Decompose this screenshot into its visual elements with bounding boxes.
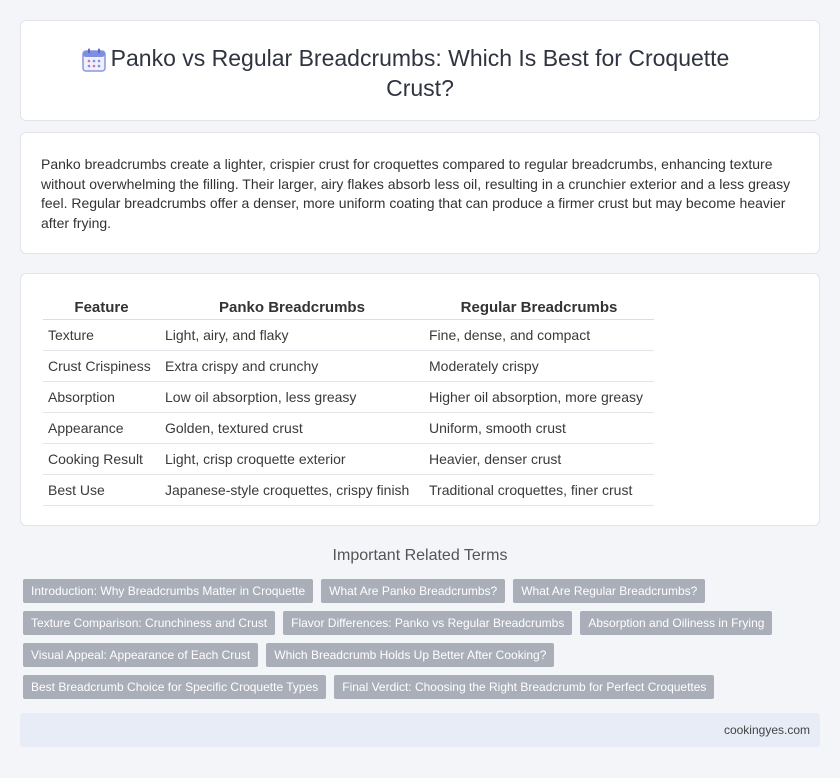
related-term-tag[interactable]: Introduction: Why Breadcrumbs Matter in Croquette — [23, 579, 313, 603]
panko-cell: Low oil absorption, less greasy — [160, 382, 424, 413]
related-term-tag[interactable]: Final Verdict: Choosing the Right Breadcrumb for Perfect Croquettes — [334, 675, 714, 699]
title-card — [20, 20, 820, 121]
related-terms-list — [23, 579, 803, 707]
feature-cell: Cooking Result — [43, 444, 160, 475]
related-term-tag[interactable]: What Are Regular Breadcrumbs? — [513, 579, 705, 603]
related-term-tag[interactable]: What Are Panko Breadcrumbs? — [321, 579, 505, 603]
header-panko: Panko Breadcrumbs — [160, 295, 424, 320]
regular-cell: Higher oil absorption, more greasy — [424, 382, 654, 413]
header-regular: Regular Breadcrumbs — [424, 295, 654, 320]
regular-cell: Fine, dense, and compact — [424, 320, 654, 351]
related-term-tag[interactable]: Absorption and Oiliness in Frying — [580, 611, 772, 635]
comparison-card — [20, 273, 820, 526]
regular-cell: Uniform, smooth crust — [424, 413, 654, 444]
feature-cell: Best Use — [43, 475, 160, 506]
feature-cell: Crust Crispiness — [43, 351, 160, 382]
table-row — [43, 413, 654, 444]
related-term-tag[interactable]: Which Breadcrumb Holds Up Better After Cooking? — [266, 643, 554, 667]
related-term-tag[interactable]: Best Breadcrumb Choice for Specific Croquette Types — [23, 675, 326, 699]
panko-cell: Japanese-style croquettes, crispy finish — [160, 475, 424, 506]
intro-paragraph: Panko breadcrumbs create a lighter, crispier crust for croquettes compared to regular breadcrumbs, enhancing texture without overwhelming the filling. Their larger, airy flakes absorb less oil, resulting in a crunchier exterior and a less greasy feel. Regular breadcrumbs offer a denser, more uniform coating that can produce a firmer crust but may become heavier after frying. — [41, 156, 791, 231]
comparison-table — [43, 295, 654, 506]
regular-cell: Moderately crispy — [424, 351, 654, 382]
regular-cell: Heavier, denser crust — [424, 444, 654, 475]
related-term-tag[interactable]: Flavor Differences: Panko vs Regular Breadcrumbs — [283, 611, 572, 635]
regular-cell: Traditional croquettes, finer crust — [424, 475, 654, 506]
intro-card — [20, 132, 820, 254]
table-header-row — [43, 295, 654, 320]
table-row — [43, 444, 654, 475]
footer-site-link[interactable]: cookingyes.com — [723, 723, 810, 737]
table-row — [43, 475, 654, 506]
table-row — [43, 351, 654, 382]
table-row — [43, 382, 654, 413]
panko-cell: Golden, textured crust — [160, 413, 424, 444]
related-term-tag[interactable]: Texture Comparison: Crunchiness and Crust — [23, 611, 275, 635]
footer-bar — [20, 713, 820, 747]
panko-cell: Light, airy, and flaky — [160, 320, 424, 351]
panko-cell: Extra crispy and crunchy — [160, 351, 424, 382]
panko-cell: Light, crisp croquette exterior — [160, 444, 424, 475]
header-feature: Feature — [43, 295, 160, 320]
related-terms-heading: Important Related Terms — [332, 547, 508, 564]
feature-cell: Texture — [43, 320, 160, 351]
table-row — [43, 320, 654, 351]
feature-cell: Absorption — [43, 382, 160, 413]
related-term-tag[interactable]: Visual Appeal: Appearance of Each Crust — [23, 643, 258, 667]
page-title: Panko vs Regular Breadcrumbs: Which Is Best for Croquette Crust? — [110, 45, 730, 101]
feature-cell: Appearance — [43, 413, 160, 444]
